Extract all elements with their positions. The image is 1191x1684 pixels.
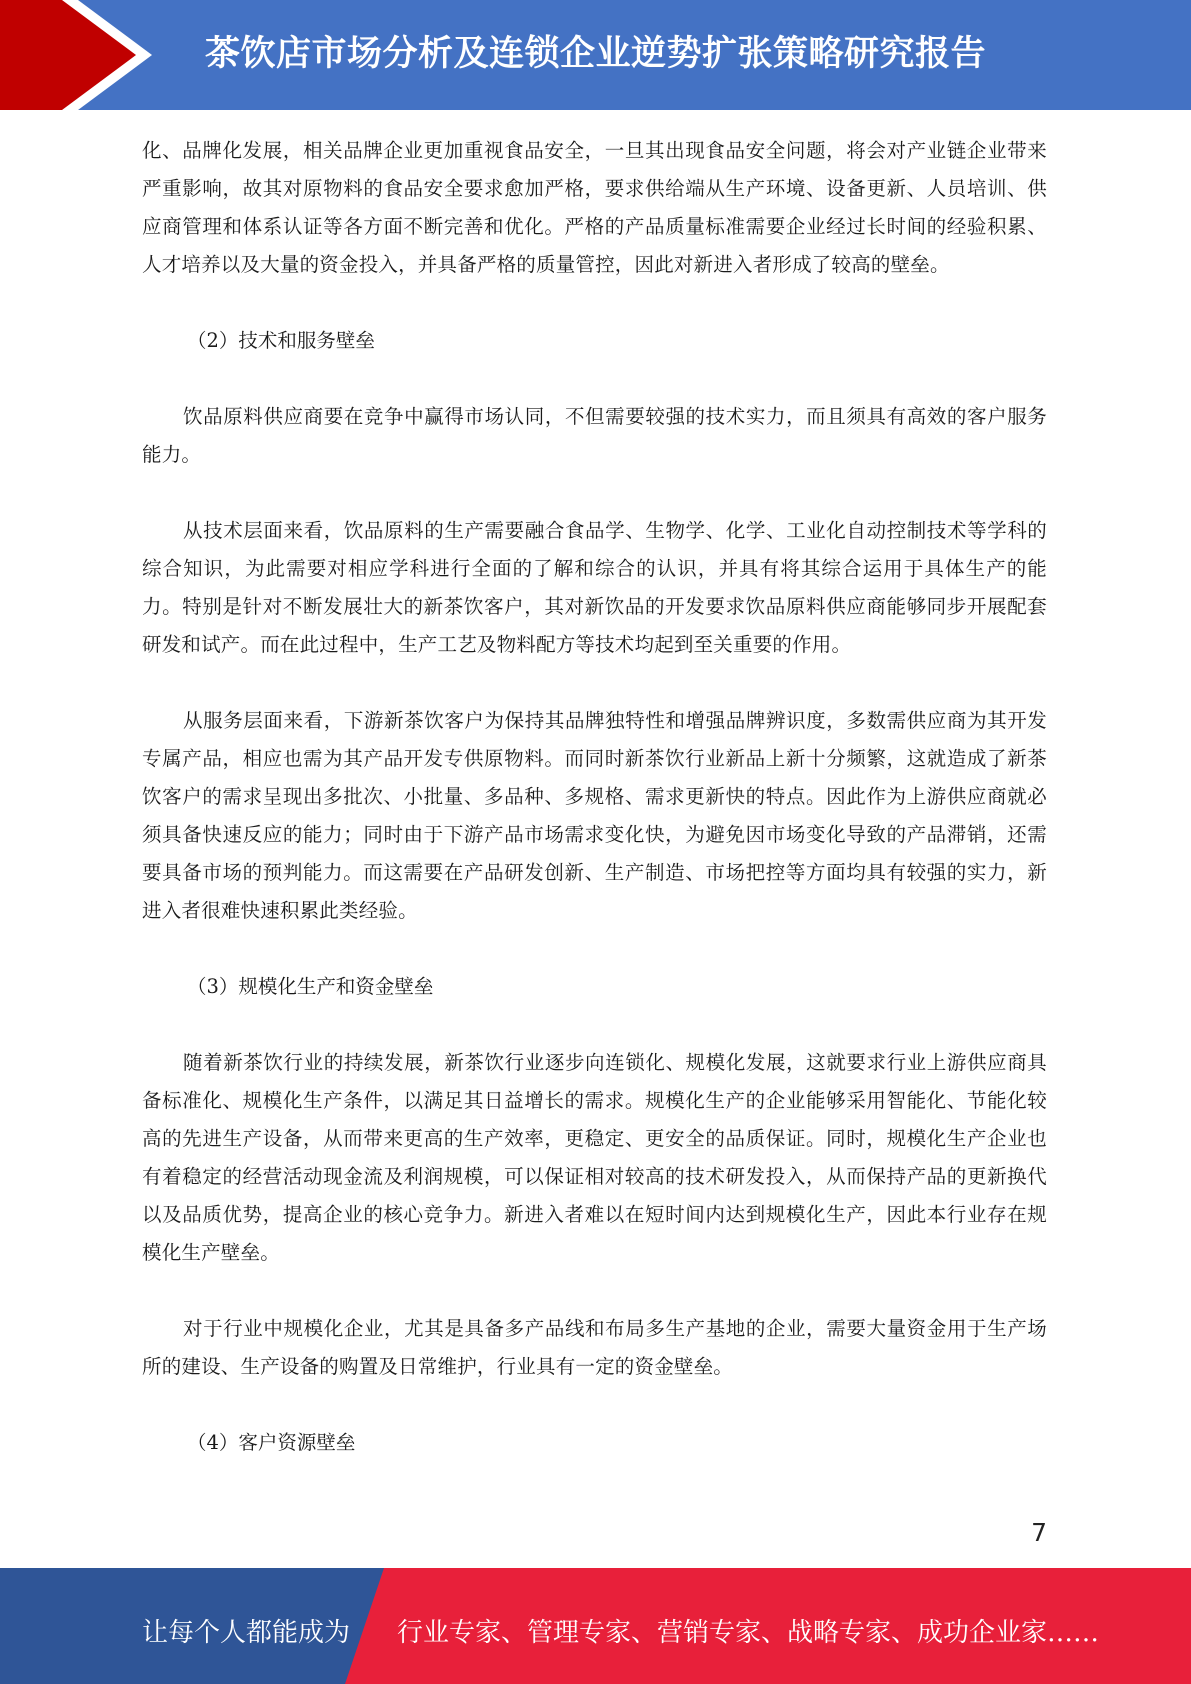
paragraph-supplier-requirements: 饮品原料供应商要在竞争中赢得市场认同，不但需要较强的技术实力，而且须具有高效的客户服务能力。: [142, 405, 1047, 466]
page-number: 7: [1031, 1518, 1047, 1547]
subheading-customer-resource-barrier: （4）客户资源壁垒: [187, 1431, 356, 1454]
paragraph-technical-level: 从技术层面来看，饮品原料的生产需要融合食品学、生物学、化学、工业化自动控制技术等学科的综合知识，为此需要对相应学科进行全面的了解和综合的认识，并具有将其综合运用于具体生产的能力。特别是针对不断发展壮大的新茶饮客户，其对新饮品的开发要求饮品原料供应商能够同步开展配套研发和试产。而在此过程中，生产工艺及物料配方等技术均起到至关重要的作用。: [142, 519, 1047, 656]
subheading-tech-service-barrier: （2）技术和服务壁垒: [187, 329, 375, 352]
footer-slogan-right: 行业专家、管理专家、营销专家、战略专家、成功企业家……: [397, 1618, 1100, 1648]
paragraph-quality-barrier-continued: 化、品牌化发展，相关品牌企业更加重视食品安全，一旦其出现食品安全问题，将会对产业链企业带来严重影响，故其对原物料的食品安全要求愈加严格，要求供给端从生产环境、设备更新、人员培训、供应商管理和体系认证等各方面不断完善和优化。严格的产品质量标准需要企业经过长时间的经验积累、人才培养以及大量的资金投入，并具备严格的质量管控，因此对新进入者形成了较高的壁垒。: [142, 139, 1047, 276]
paragraph-capital-barrier: 对于行业中规模化企业，尤其是具备多产品线和布局多生产基地的企业，需要大量资金用于生产场所的建设、生产设备的购置及日常维护，行业具有一定的资金壁垒。: [142, 1317, 1047, 1378]
subheading-scale-capital-barrier: （3）规模化生产和资金壁垒: [187, 975, 434, 998]
page-header: [0, 0, 1191, 110]
paragraph-scale-production: 随着新茶饮行业的持续发展，新茶饮行业逐步向连锁化、规模化发展，这就要求行业上游供应商具备标准化、规模化生产条件，以满足其日益增长的需求。规模化生产的企业能够采用智能化、节能化较高的先进生产设备，从而带来更高的生产效率，更稳定、更安全的品质保证。同时，规模化生产企业也有着稳定的经营活动现金流及利润规模，可以保证相对较高的技术研发投入，从而保持产品的更新换代以及品质优势，提高企业的核心竞争力。新进入者难以在短时间内达到规模化生产，因此本行业存在规模化生产壁垒。: [142, 1051, 1047, 1264]
document-body: [142, 132, 1047, 1500]
footer-slogan-left: 让每个人都能成为: [142, 1618, 351, 1648]
page-footer: [0, 1568, 1191, 1684]
paragraph-service-level: 从服务层面来看，下游新茶饮客户为保持其品牌独特性和增强品牌辨识度，多数需供应商为其开发专属产品，相应也需为其产品开发专供原物料。而同时新茶饮行业新品上新十分频繁，这就造成了新茶饮客户的需求呈现出多批次、小批量、多品种、多规格、需求更新快的特点。因此作为上游供应商就必须具备快速反应的能力；同时由于下游产品市场需求变化快，为避免因市场变化导致的产品滞销，还需要具备市场的预判能力。而这需要在产品研发创新、生产制造、市场把控等方面均具有较强的实力，新进入者很难快速积累此类经验。: [142, 709, 1047, 922]
report-title: 茶饮店市场分析及连锁企业逆势扩张策略研究报告: [205, 34, 987, 74]
